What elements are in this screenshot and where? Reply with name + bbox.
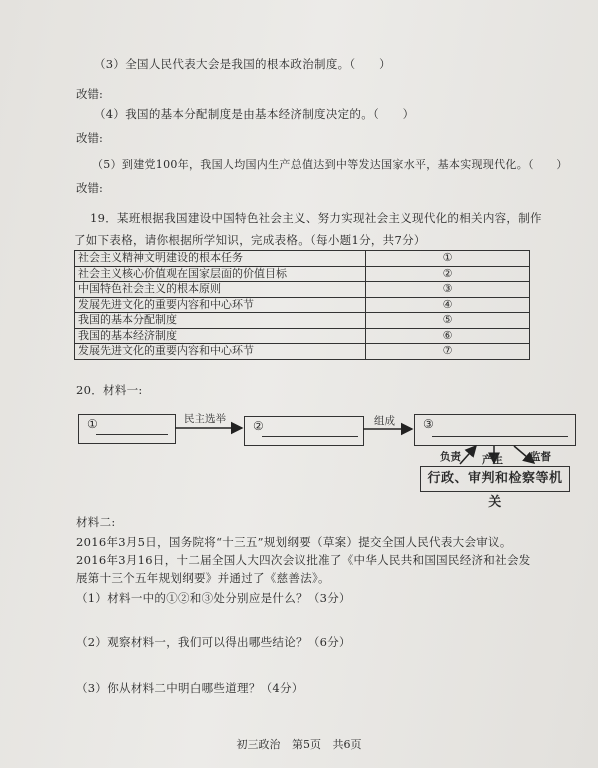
q20-sub1: （1）材料一中的①②和③处分别应是什么？（3分） [76,591,351,605]
arrow-responsible [460,446,476,464]
q19-stem-line1: 19．某班根据我国建设中国特色社会主义、努力实现社会主义现代化的相关内容，制作 [90,211,542,225]
state-organs-box: 行政、审判和检察等机关 [420,466,570,492]
label-responsible: 负责 [440,451,461,463]
material2-line1: 2016年3月5日，国务院将“十三五”规划纲要（草案）提交全国人民代表大会审议。 [76,535,512,549]
table-cell-answer: ④ [366,297,530,313]
footer-subject: 初三政治 [236,738,281,751]
arrow2-label: 组成 [374,415,395,427]
material2-line3: 展第十三个五年规划纲要》并通过了《慈善法》。 [76,571,330,585]
q19-stem-line2: 了如下表格，请你根据所学知识，完成表格。（每小题1分，共7分） [74,233,426,247]
table-cell-item: 我国的基本经济制度 [75,328,366,344]
q18-fix5-label: 改错: [76,181,103,195]
q20-sub3: （3）你从材料二中明白哪些道理？（4分） [76,681,304,695]
table-cell-answer: ② [366,266,530,282]
q18-fix3-label: 改错: [76,87,103,101]
table-cell-item: 发展先进文化的重要内容和中心环节 [75,344,366,360]
q18-fix4-label: 改错: [76,131,103,145]
table-cell-item: 发展先进文化的重要内容和中心环节 [75,297,366,313]
footer-total-pages: 共6页 [332,738,362,751]
page-footer [0,736,598,752]
box-3-marker: ③ [423,417,434,431]
q20-heading: 20．材料一: [76,383,143,397]
label-produce: 产生 [482,454,503,466]
box-2-marker: ② [253,419,264,433]
table-cell-item: 我国的基本分配制度 [75,313,366,329]
q18-item4: （4）我国的基本分配制度是由基本经济制度决定的。（ ） [94,107,415,121]
q18-item3: （3）全国人民代表大会是我国的根本政治制度。（ ） [94,57,391,71]
table-cell-answer: ⑥ [366,328,530,344]
q18-item5: （5）到建党100年，我国人均国内生产总值达到中等发达国家水平，基本实现现代化。（ ） [92,158,568,171]
table-cell-answer: ① [366,251,530,267]
box-1-marker: ① [87,417,98,431]
q20-sub2: （2）观察材料一，我们可以得出哪些结论？（6分） [76,635,351,649]
label-supervise: 监督 [530,451,551,463]
table-cell-item: 社会主义核心价值观在国家层面的价值目标 [75,266,366,282]
table-cell-answer: ③ [366,282,530,298]
table-cell-answer: ⑤ [366,313,530,329]
footer-page-number: 第5页 [292,738,321,751]
table-cell-answer: ⑦ [366,344,530,360]
arrow1-label: 民主选举 [184,413,226,425]
table-cell-item: 社会主义精神文明建设的根本任务 [75,251,366,267]
table-cell-item: 中国特色社会主义的根本原则 [75,282,366,298]
material2-title: 材料二: [76,515,116,529]
material2-line2: 2016年3月16日，十二届全国人大四次会议批准了《中华人民共和国国民经济和社会发 [76,553,531,567]
